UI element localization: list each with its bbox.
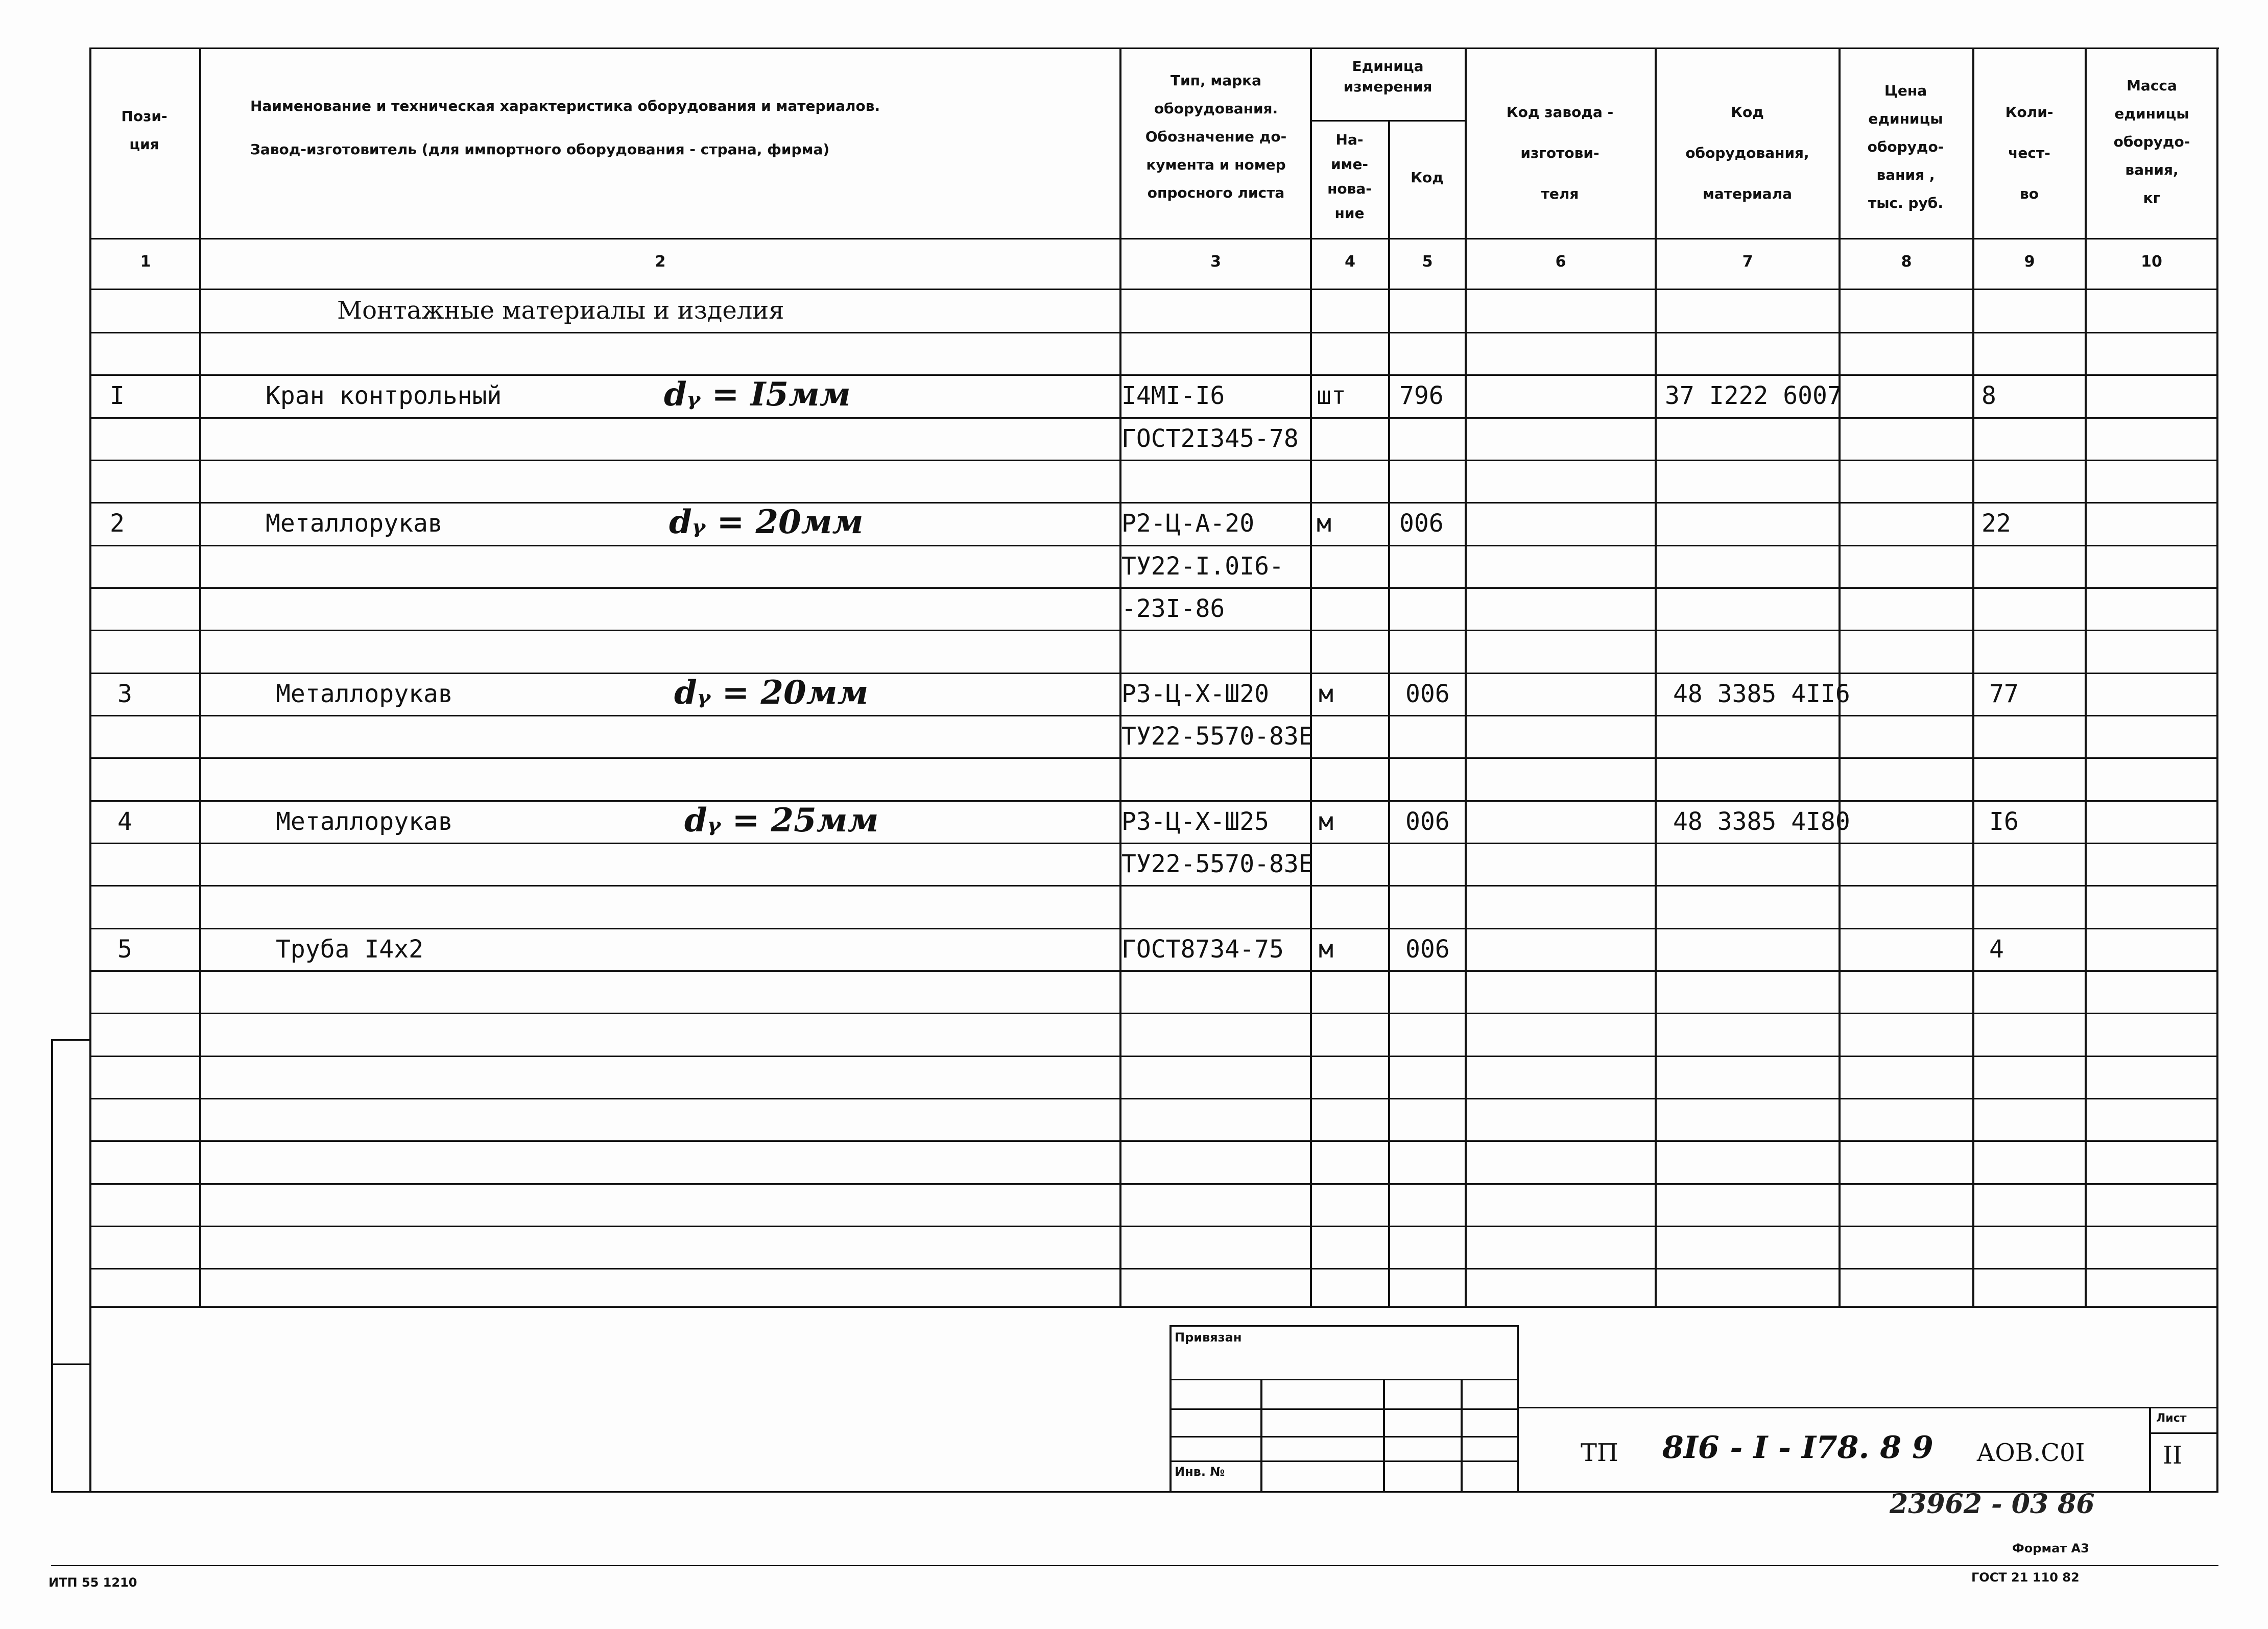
row-type: ТУ22-5570-83Е <box>1121 850 1314 878</box>
frame-top <box>89 47 2219 49</box>
row-unit-code: 006 <box>1399 509 1444 538</box>
col6-header: Код завода - изготови- теля <box>1506 104 1614 202</box>
row-type: Р3-Ц-Х-Ш25 <box>1121 807 1269 836</box>
col-number: 8 <box>1901 253 1912 271</box>
row-name: Труба I4x2 <box>276 935 423 964</box>
row-position: 4 <box>117 807 132 836</box>
doc-number: 8I6 - I - I78. 8 9 <box>1662 1430 1933 1466</box>
row-type: Р2-Ц-А-20 <box>1121 509 1255 538</box>
row-name: Металлорукав <box>276 680 453 708</box>
row-type: ТУ22-5570-83Е <box>1121 722 1314 751</box>
binding-strip-left <box>51 1039 53 1493</box>
row-position: 2 <box>110 509 125 538</box>
row-type: ГОСТ2I345-78 <box>1121 424 1299 453</box>
row-type: -23I-86 <box>1121 594 1225 623</box>
sheet-label: Лист <box>2156 1412 2187 1425</box>
col-number: 3 <box>1210 253 1221 271</box>
row-unit-code: 006 <box>1405 807 1450 836</box>
row-position: 5 <box>117 935 132 964</box>
col-number: 1 <box>140 253 151 271</box>
row-name: Металлорукав <box>276 807 453 836</box>
row-material-code: 48 3385 4I80 <box>1673 807 1850 836</box>
doc-code: АОВ.С0I <box>1976 1439 2085 1467</box>
col5-header: Код <box>1411 169 1444 186</box>
row-type: ТУ22-I.0I6- <box>1121 552 1284 581</box>
row-material-code: 48 3385 4II6 <box>1673 680 1850 708</box>
col-number: 2 <box>655 253 666 271</box>
col-number: 4 <box>1345 253 1355 271</box>
sheet-number: II <box>2163 1441 2182 1470</box>
row-material-code: 37 I222 6007 <box>1665 381 1842 410</box>
row-unit: м <box>1319 807 1333 836</box>
row-quantity: 4 <box>1989 935 2004 964</box>
frame-right <box>2216 47 2218 1493</box>
col3-header: Тип, марка оборудования. Обозначение до- кумента и номер опросного листа <box>1145 72 1287 201</box>
row-quantity: 77 <box>1989 680 2019 708</box>
table-bottom <box>89 1306 2218 1308</box>
row-unit: м <box>1319 680 1333 708</box>
col8-header: Цена единицы оборудо- вания , тыс. руб. <box>1867 82 1944 211</box>
row-unit-code: 796 <box>1399 381 1444 410</box>
inv-no-label: Инв. № <box>1175 1465 1225 1479</box>
frame-left <box>89 47 91 1493</box>
handwritten-number: 23962 - 03 86 <box>1890 1489 2095 1520</box>
col45-header: Единица измерения <box>1343 58 1433 95</box>
row-unit: м <box>1317 509 1331 538</box>
row-type: Р3-Ц-Х-Ш20 <box>1121 680 1269 708</box>
col-number: 9 <box>2024 253 2035 271</box>
col7-header: Код оборудования, материала <box>1685 104 1809 202</box>
row-unit: шт <box>1317 381 1346 410</box>
row-unit-code: 006 <box>1405 935 1450 964</box>
row-nominal-diameter: dᵧ = 20мм <box>674 674 869 712</box>
privyazan-label: Привязан <box>1175 1330 1242 1345</box>
row-name: Кран контрольный <box>266 381 502 410</box>
col4-header: На- име- нова- ние <box>1327 131 1372 222</box>
col-number: 7 <box>1742 253 1753 271</box>
row-name: Металлорукав <box>266 509 443 538</box>
row-position: I <box>110 381 125 410</box>
row-nominal-diameter: dᵧ = 25мм <box>684 801 879 840</box>
tp-label: ТП <box>1581 1439 1618 1467</box>
section-title: Монтажные материалы и изделия <box>337 296 784 325</box>
col2-header: Наименование и техническая характеристика оборудования и материалов. Завод-изготовитель (для импортного оборудования - страна, фирма) <box>250 98 880 158</box>
row-unit: м <box>1319 935 1333 964</box>
gost-label: ГОСТ 21 110 82 <box>1971 1570 2080 1585</box>
format-label: Формат А3 <box>2012 1541 2089 1555</box>
col9-header: Коли- чест- во <box>2005 104 2054 202</box>
row-quantity: I6 <box>1989 807 2019 836</box>
col1-header: Пози- ция <box>121 108 168 153</box>
row-type: ГОСТ8734-75 <box>1121 935 1284 964</box>
col-number: 5 <box>1422 253 1433 271</box>
row-type: I4МI-I6 <box>1121 381 1225 410</box>
row-nominal-diameter: dᵧ = I5мм <box>664 375 851 414</box>
col-number: 6 <box>1555 253 1566 271</box>
footer-left-code: ИТП 55 1210 <box>49 1575 137 1590</box>
col-number: 10 <box>2141 253 2162 271</box>
row-quantity: 8 <box>1981 381 1996 410</box>
row-position: 3 <box>117 680 132 708</box>
col10-header: Масса единицы оборудо- вания, кг <box>2113 77 2190 206</box>
row-quantity: 22 <box>1981 509 2011 538</box>
row-nominal-diameter: dᵧ = 20мм <box>669 503 864 541</box>
row-unit-code: 006 <box>1405 680 1450 708</box>
